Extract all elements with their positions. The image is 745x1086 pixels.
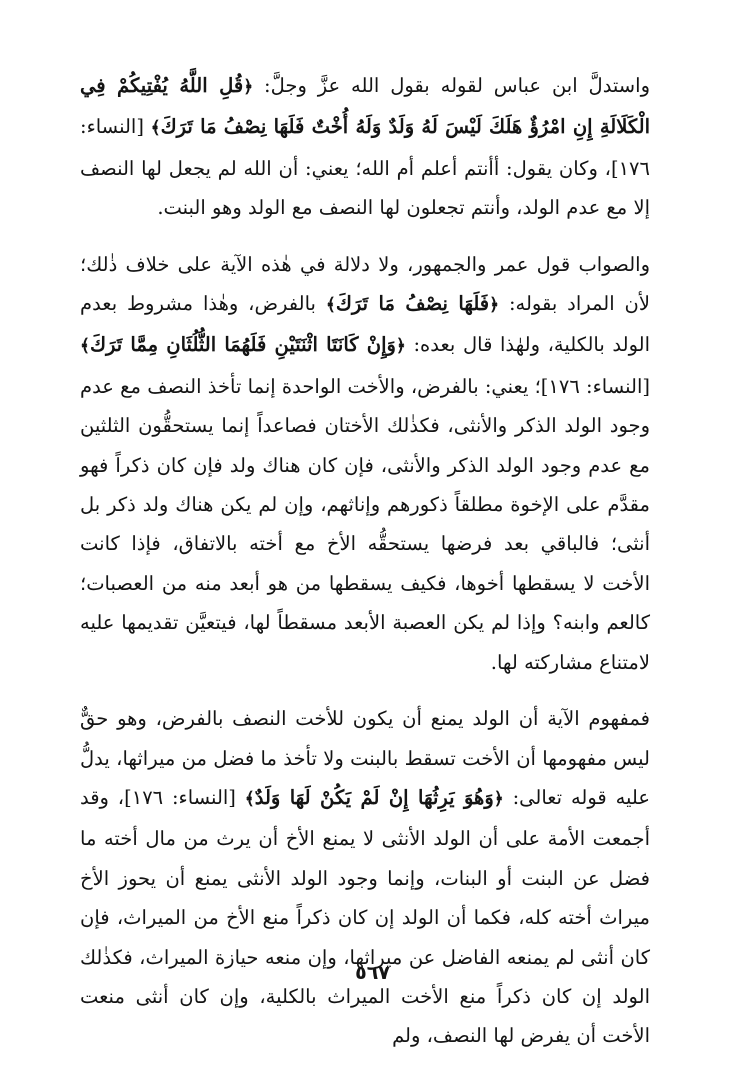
body-text: [النساء: ١٧٦]، وقد أجمعت الأمة على أن الولد الأنثى لا يمنع الأخ أن يرث من مال أخته ما فضل عن البنت أو البنات، وإنما وجود الولد الأنثى يمنع أن يحوز الأخ ميراث أخته كله، فكما أن الولد إن كان ذكراً منع الأخ من الميراث، فإن كان أنثى لم يمنعه الفاضل عن ميراثها، وإن منعه حيازة الميراث، فكذٰلك الولد إن كان ذكراً منع الأخت الميراث بالكلية، وإن كان أنثى منعت الأخت أن يفرض لها النصف، ولم [80, 785, 650, 1048]
body-text: [النساء: ١٧٦]، وكان يقول: أأنتم أعلم أم الله؛ يعني: أن الله لم يجعل لها النصف إلا مع عدم الولد، وأنتم تجعلون لها النصف مع الولد وهو البنت. [80, 115, 650, 220]
page-number: ٥٦٧ [355, 962, 390, 984]
body-text: فمفهوم الآية أن الولد يمنع أن يكون للأخت النصف بالفرض، وهو حقٌّ ليس مفهومها أن الأخت تسقط بالبنت ولا تأخذ ما فضل من ميراثها، يدلُّ عليه قوله تعالى: [80, 707, 651, 809]
quran-verse: وَهُوَ يَرِثُهَا إِنْ لَمْ يَكُنْ لَهَا وَلَدٌ [254, 785, 494, 809]
body-text: [النساء: ١٧٦]؛ يعني: بالفرض، والأخت الواحدة إنما تأخذ النصف مع عدم وجود الولد الذكر والأنثى، فكذٰلك الأختان فصاعداً إنما يستحقُّون الثلثين مع عدم وجود الولد الذكر والأنثى، فإن كان هناك ولد فإن كان ذكراً فهو مقدَّم على الإخوة مطلقاً ذكورهم وإناثهم، وإن لم يكن هناك ولد ذكر بل أنثى؛ فالباقي بعد فرضها يستحقُّه الأخ مع أخته بالاتفاق، فإذا كانت الأخت لا يسقطها أخوها، فكيف يسقطها من هو أبعد منه من العصبات؛ كالعم وابنه؟ وإذا لم يكن العصبة الأبعد مسقطاً لها، فيتعيَّن تقديمها عليه لامتناع مشاركته لها. [80, 374, 650, 674]
ornate-bracket: ﴾ [325, 295, 336, 316]
ornate-bracket: ﴾ [244, 788, 255, 809]
body-text: والصواب قول عمر والجمهور، ولا دلالة في هٰذه الآية على خلاف ذٰلك؛ لأن المراد بقوله: [80, 252, 650, 316]
paragraph-1 [80, 66, 650, 228]
body-text: بالفرض، وهٰذا مشروط بعدم الولد بالكلية، ولهٰذا قال بعده: [80, 292, 650, 357]
body-text: واستدلَّ ابن عباس لقوله بقول الله عزَّ وجلَّ: [253, 74, 650, 97]
paragraph-3 [80, 699, 650, 1056]
ornate-bracket: ﴾ [150, 118, 161, 139]
page-body [80, 66, 650, 1056]
ornate-bracket: ﴿ [489, 295, 500, 316]
quran-verse: فَلَهَا نِصْفُ مَا تَرَكَ [335, 292, 490, 316]
ornate-bracket: ﴿ [395, 336, 406, 357]
ornate-bracket: ﴿ [493, 788, 504, 809]
quran-verse: قُلِ اللَّهُ يُفْتِيكُمْ فِي الْكَلَالَةِ إِنِ امْرُؤٌ هَلَكَ لَيْسَ لَهُ وَلَدٌ وَلَهُ أُخْتٌ فَلَهَا نِصْفُ مَا تَرَكَ [80, 74, 650, 139]
ornate-bracket: ﴿ [243, 77, 254, 97]
ornate-bracket: ﴾ [80, 336, 90, 357]
paragraph-2 [80, 245, 650, 682]
quran-verse: وَإِنْ كَانَتَا اثْنَتَيْنِ فَلَهُمَا الثُّلُثَانِ مِمَّا تَرَكَ [89, 333, 396, 357]
